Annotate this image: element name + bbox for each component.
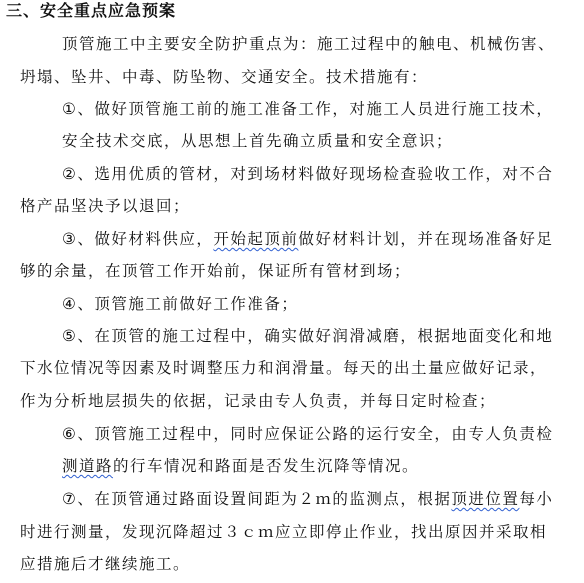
measure-7-line <box>62 488 553 510</box>
text-run: 每小 <box>519 490 554 508</box>
measure-2-line: ②、选用优质的管材，对到场材料做好现场检查验收工作，对不合 <box>62 165 554 183</box>
measure-5-line: 下水位情况等因素及时调整压力和润滑量。每天的出土量应做好记录， <box>20 359 548 377</box>
paragraph-line: 坍塌、坠井、中毒、防坠物、交通安全。技术措施有： <box>20 68 429 86</box>
section-heading: 三、安全重点应急预案 <box>6 1 177 20</box>
measure-5-line: 作为分析地层损失的依据，记录由专人负责，并每日定时检查； <box>20 392 497 410</box>
measure-7-line: 时进行测量，发现沉降超过３ｃｍ应立即停止作业，找出原因并采取相 <box>20 523 548 541</box>
measure-6-line <box>62 455 419 477</box>
measure-2-line: 格产品坚决予以退回； <box>20 197 191 215</box>
paragraph-line: 顶管施工中主要安全防护重点为：施工过程中的触电、机械伤害、 <box>62 35 556 53</box>
text-run: ⑦、在顶管通过路面设置间距为２ｍ的监测点，根据 <box>62 490 452 508</box>
measure-6-line: ⑥、顶管施工过程中，同时应保证公路的运行安全，由专人负责检 <box>62 425 554 443</box>
spellcheck-marked-text: 开始起顶前 <box>213 230 299 248</box>
measure-5-line: ⑤、在顶管的施工过程中，确实做好润滑减磨，根据地面变化和地 <box>62 327 554 345</box>
measure-1-line: 安全技术交底，从思想上首先确立质量和安全意识； <box>62 132 454 150</box>
text-run: 的行车情况和路面是否发生沉降等情况。 <box>113 457 420 475</box>
measure-3-line: 够的余量，在顶管工作开始前，保证所有管材到场； <box>20 262 412 280</box>
measure-3-line <box>62 228 553 250</box>
text-run: 做好材料计划，并在现场准备好足 <box>298 230 554 248</box>
spellcheck-marked-text: 顶进位置 <box>451 490 520 508</box>
measure-1-line: ①、做好顶管施工前的施工准备工作，对施工人员进行施工技术， <box>62 100 554 118</box>
measure-7-line: 应措施后才继续施工。 <box>20 555 191 573</box>
text-run: ③、做好材料供应， <box>62 230 214 248</box>
measure-4-line: ④、顶管施工前做好工作准备； <box>62 295 299 313</box>
spellcheck-marked-text: 测道路 <box>62 457 114 475</box>
